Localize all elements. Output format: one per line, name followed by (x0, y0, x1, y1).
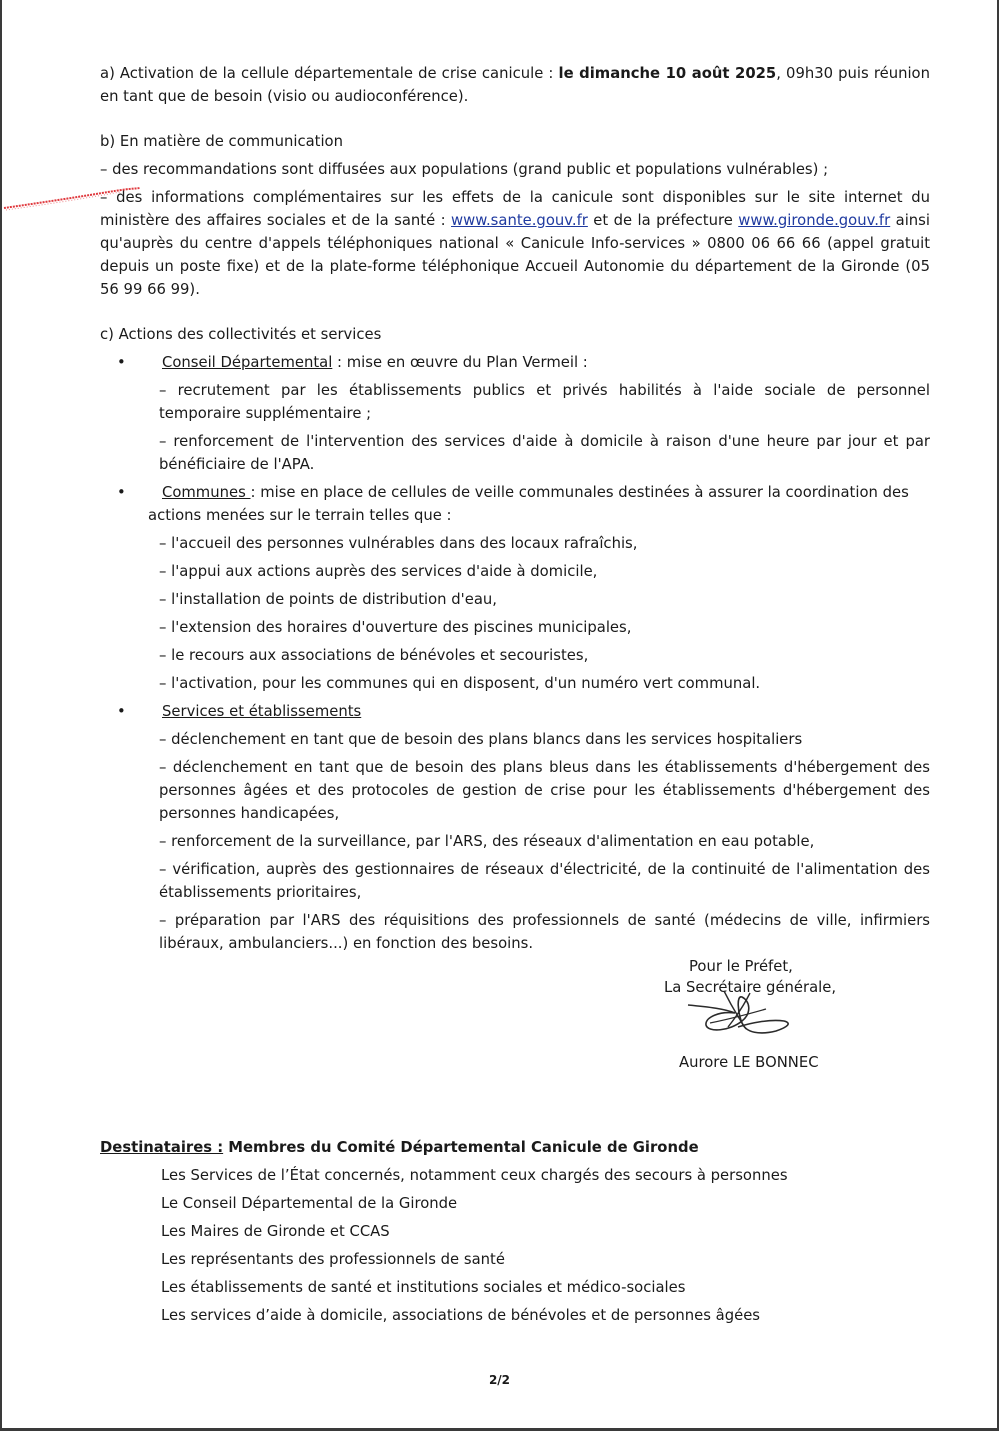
communes-rest-line1: : mise en place de cellules de veille communales destinées à assurer la coordination des (250, 484, 909, 501)
destinataires-heading: Membres du Comité Départemental Canicule de Gironde (223, 1139, 699, 1156)
destinataires-heading-row (100, 1136, 930, 1159)
page-frame-left (0, 0, 2, 1431)
page-number: 2/2 (488, 1373, 511, 1387)
communes-item-3: – l'extension des horaires d'ouverture des piscines municipales, (159, 619, 632, 636)
bullet-icon: • (117, 703, 126, 720)
signature-line1: Pour le Préfet, (689, 958, 793, 975)
link-sante[interactable]: www.sante.gouv.fr (451, 212, 588, 229)
section-b-line2-part3: ainsi qu'auprès du centre d'appels téléphoniques national « Canicule Info-services » 0800 06 66 66 (appel gratuit depuis un poste fixe) et de la plate-forme téléphonique Accueil Autonomie du département de la Gironde (05 56 99 66 99). (100, 212, 931, 298)
destinataire-item-0: Les Services de l’État concernés, notamment ceux chargés des secours à personnes (161, 1167, 788, 1184)
section-b-line2-part1: – des informations complémentaires sur les effets de la canicule sont disponibles sur le site internet du ministère des affaires sociales et de la santé : (100, 189, 930, 229)
signature-line2: La Secrétaire générale, (664, 979, 837, 996)
conseil-item-1: – renforcement de l'intervention des services d'aide à domicile à raison d'une heure par jour et par bénéficiaire de l'APA. (159, 433, 930, 473)
conseil-title: Conseil Départemental (162, 354, 333, 371)
bullet-communes (100, 481, 930, 504)
communes-title: Communes (162, 484, 251, 501)
services-title: Services et établissements (162, 703, 362, 720)
section-b-line1: – des recommandations sont diffusées aux populations (grand public et populations vulnérables) ; (100, 161, 829, 178)
services-item-3: – vérification, auprès des gestionnaires de réseaux d'électricité, de la continuité de l'alimentation des établissements prioritaires, (159, 861, 930, 901)
destinataire-item-1: Le Conseil Départemental de la Gironde (161, 1195, 458, 1212)
section-b-heading: b) En matière de communication (100, 133, 343, 150)
document-body (100, 62, 930, 960)
services-item-0: – déclenchement en tant que de besoin des plans blancs dans les services hospitaliers (159, 731, 803, 748)
conseil-item-0: – recrutement par les établissements publics et privés habilités à l'aide sociale de personnel temporaire supplémentaire ; (159, 382, 930, 422)
communes-item-1: – l'appui aux actions auprès des services d'aide à domicile, (159, 563, 598, 580)
destinataires-label: Destinataires : (100, 1139, 224, 1156)
section-a-suffix: , 09h30 puis réunion en tant que de besoin (visio ou audioconférence). (100, 65, 930, 105)
bullet-icon: • (117, 484, 126, 501)
section-b-line2-part2: et de la préfecture (587, 212, 739, 229)
destinataires-section (100, 1136, 930, 1327)
section-a (100, 62, 930, 108)
section-b-line2 (100, 186, 930, 301)
services-item-2: – renforcement de la surveillance, par l'ARS, des réseaux d'alimentation en eau potable, (159, 833, 815, 850)
communes-rest-line2: actions menées sur le terrain telles que : (148, 507, 452, 524)
communes-item-5: – l'activation, pour les communes qui en disposent, d'un numéro vert communal. (159, 675, 761, 692)
destinataire-item-5: Les services d’aide à domicile, associations de bénévoles et de personnes âgées (161, 1307, 761, 1324)
destinataire-item-3: Les représentants des professionnels de santé (161, 1251, 505, 1268)
bullet-services (100, 700, 930, 723)
signatory-name: Aurore LE BONNEC (679, 1054, 819, 1071)
handwritten-signature (680, 983, 800, 1045)
communes-item-2: – l'installation de points de distribution d'eau, (159, 591, 497, 608)
section-a-date: le dimanche 10 août 2025 (558, 65, 777, 82)
section-a-prefix: a) Activation de la cellule départementale de crise canicule : (100, 65, 559, 82)
destinataire-item-4: Les établissements de santé et institutions sociales et médico-sociales (161, 1279, 686, 1296)
bullet-conseil (100, 351, 930, 374)
destinataire-item-2: Les Maires de Gironde et CCAS (161, 1223, 390, 1240)
communes-item-4: – le recours aux associations de bénévoles et secouristes, (159, 647, 589, 664)
communes-item-0: – l'accueil des personnes vulnérables dans des locaux rafraîchis, (159, 535, 638, 552)
services-item-1: – déclenchement en tant que de besoin des plans bleus dans les établissements d'hébergement des personnes âgées et des protocoles de gestion de crise pour les établissements d'hébergement des personnes handicapées, (159, 759, 930, 822)
section-c-heading: c) Actions des collectivités et services (100, 326, 382, 343)
conseil-rest: : mise en œuvre du Plan Vermeil : (332, 354, 588, 371)
bullet-icon: • (117, 354, 126, 371)
link-gironde[interactable]: www.gironde.gouv.fr (738, 212, 891, 229)
services-item-4: – préparation par l'ARS des réquisitions des professionnels de santé (médecins de ville, infirmiers libéraux, ambulanciers...) en fonction des besoins. (159, 912, 930, 952)
